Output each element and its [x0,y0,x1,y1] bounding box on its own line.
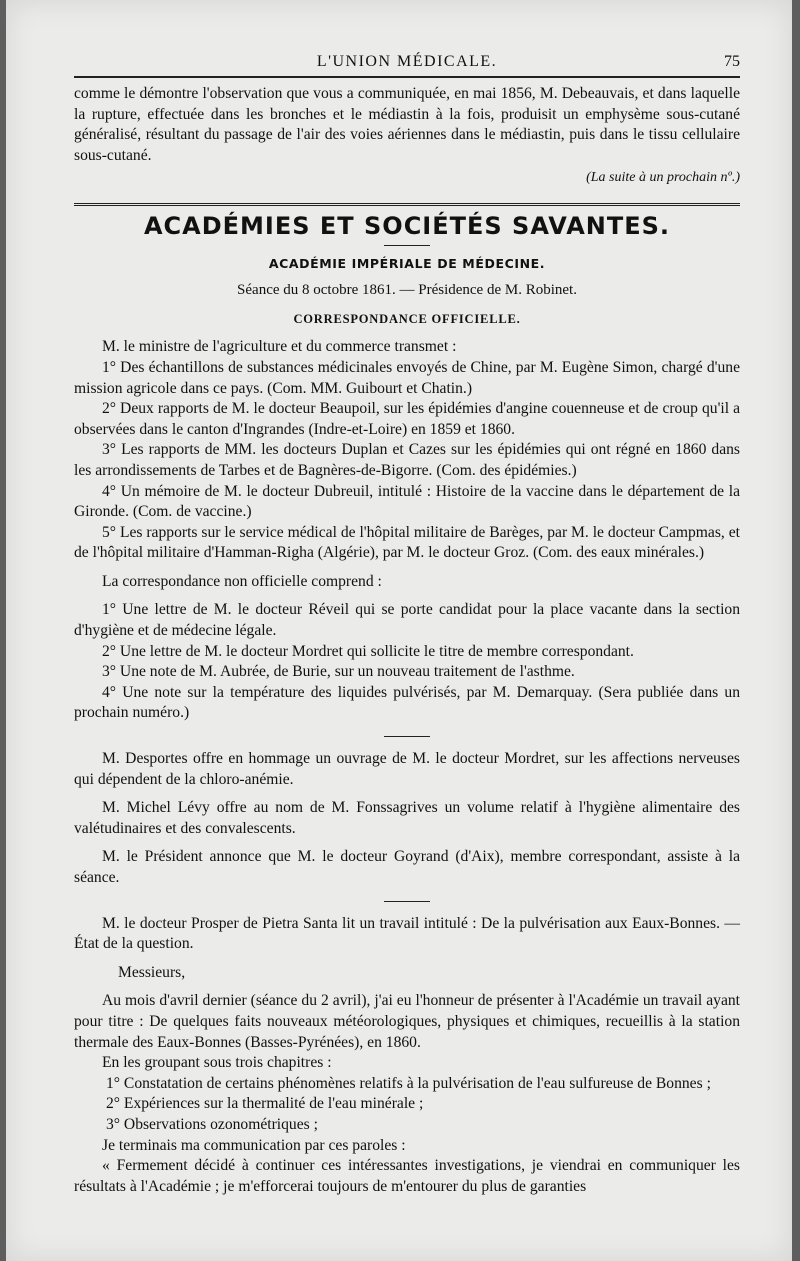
section-title: ACADÉMIES ET SOCIÉTÉS SAVANTES. [143,211,671,240]
unofficial-item: 3° Une note de M. Aubrée, de Burie, sur un nouveau traitement de l'asthme. [102,663,575,681]
title-divider [384,245,430,246]
quote: « Fermement décidé à continuer ces intéressantes investigations, je viendrai en communiquer les résultats à l'Académie ; je m'efforcerai toujours de m'entourer du plus de garanties [74,1157,740,1195]
announcement: M. Michel Lévy offre au nom de M. Fonssagrives un volume relatif à l'hygiène alimentaire des valétudinaires et des convalescents. [74,799,740,837]
page-number: 75 [724,53,740,70]
pietra-paragraph: Au mois d'avril dernier (séance du 2 avril), j'ai eu l'honneur de présenter à l'Académie un travail ayant pour titre : De quelques faits nouveaux météorologiques, physiques et chimiques, recueillis à la station thermale des Eaux-Bonnes (Basses-Pyrénées), en 1860. [74,992,740,1051]
suite-note: (La suite à un prochain nº.) [586,170,740,186]
unofficial-item: 2° Une lettre de M. le docteur Mordret qui sollicite le titre de membre correspondant. [102,642,634,660]
announcement: M. Desportes offre en hommage un ouvrage de M. le docteur Mordret, sur les affections nerveuses qui dépendent de la chloro-anémie. [74,750,740,788]
official-item: 2° Deux rapports de M. le docteur Beaupoil, sur les épidémies d'angine couenneuse et de croup qu'il a observées dans le canton d'Ingrandes (Indre-et-Loire) en 1859 et 1860. [74,400,740,438]
chapters-intro: En les groupant sous trois chapitres : [102,1054,332,1072]
pietra-intro: M. le docteur Prosper de Pietra Santa lit un travail intitulé : De la pulvérisation aux Eaux-Bonnes. — État de la question. [74,914,740,953]
closing-intro: Je terminais ma communication par ces paroles : [102,1136,406,1154]
unofficial-intro: La correspondance non officielle comprend : [102,572,382,590]
academy-heading: ACADÉMIE IMPÉRIALE DE MÉDECINE. [268,255,546,271]
divider [384,736,430,737]
official-item: 1° Des échantillons de substances médicinales envoyés de Chine, par M. Eugène Simon, chargé d'une mission agricole dans ce pays. (Com. MM. Guibourt et Chatin.) [74,358,740,397]
correspondence-heading: CORRESPONDANCE OFFICIELLE. [293,311,521,326]
official-intro: M. le ministre de l'agriculture et du commerce transmet : [102,338,457,356]
chapter-item: 2° Expériences sur la thermalité de l'eau minérale ; [106,1095,424,1113]
chapter-item: 3° Observations ozonométriques ; [106,1115,318,1133]
session-line: Séance du 8 octobre 1861. — Présidence de M. Robinet. [237,282,577,299]
official-item: 3° Les rapports de MM. les docteurs Duplan et Cazes sur les épidémies qui ont régné en 1860 dans les arrondissements de Tarbes et de Bagnères-de-Bigorre. (Com. des épidémies.) [74,441,740,479]
official-item: 5° Les rapports sur le service médical de l'hôpital militaire de Barèges, par M. le docteur Campmas, et de l'hôpital militaire d'Hamman-Righa (Algérie), par M. le docteur Groz. (Com. des eaux minérales.) [74,523,740,562]
salutation: Messieurs, [118,963,186,981]
official-item: 4° Un mémoire de M. le docteur Dubreuil, intitulé : Histoire de la vaccine dans le département de la Gironde. (Com. de vaccine.) [74,482,740,521]
running-head [74,48,740,74]
page-sheet [6,0,792,1261]
section-rule [74,203,740,208]
page-content [74,48,740,1197]
header-rule [74,76,740,78]
unofficial-item: 1° Une lettre de M. le docteur Réveil qui se porte candidat pour la place vacante dans la section d'hygiène et de médecine légale. [74,601,740,640]
continuation-paragraph: comme le démontre l'observation que vous a communiquée, en mai 1856, M. Debeauvais, et dans laquelle la rupture, effectuée dans les bronches et le médiastin à la fois, produisit un emphysème sous-cutané généralisé, résultant du passage de l'air des voies aériennes dans le médiastin, puis dans le tissu cellulaire sous-cutané. [74,85,740,164]
chapter-item: 1° Constatation de certains phénomènes relatifs à la pulvérisation de l'eau sulfureuse de Bonnes ; [106,1074,711,1092]
announcement: M. le Président annonce que M. le docteur Goyrand (d'Aix), membre correspondant, assiste à la séance. [74,848,740,886]
journal-title: L'UNION MÉDICALE. [316,53,498,70]
divider [384,901,430,902]
unofficial-item: 4° Une note sur la température des liquides pulvérisés, par M. Demarquay. (Sera publiée dans un prochain numéro.) [74,683,740,722]
